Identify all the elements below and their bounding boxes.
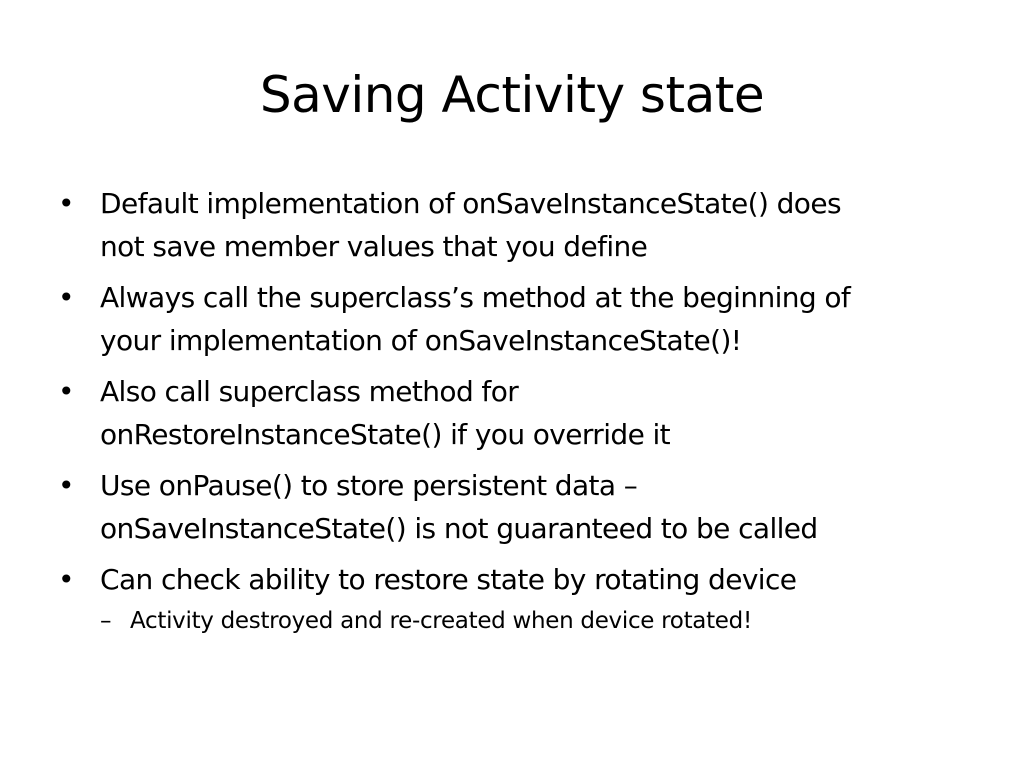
slide-content bbox=[58, 182, 988, 649]
bullet-item bbox=[58, 558, 980, 641]
bullet-icon: • bbox=[58, 187, 74, 220]
bullet-text-continued: onSaveInstanceState() is not guaranteed to be called bbox=[100, 512, 818, 545]
bullet-text-continued: not save member values that you define bbox=[100, 230, 648, 263]
sub-bullet-item bbox=[100, 601, 980, 641]
bullet-icon: • bbox=[58, 469, 74, 502]
bullet-text: Also call superclass method for bbox=[100, 375, 519, 408]
bullet-text: Always call the superclass’s method at the beginning of bbox=[100, 281, 851, 314]
bullet-text-continued: your implementation of onSaveInstanceState()! bbox=[100, 324, 742, 357]
bullet-icon: • bbox=[58, 375, 74, 408]
bullet-item bbox=[58, 276, 980, 362]
bullet-list bbox=[58, 182, 988, 641]
bullet-item bbox=[58, 182, 980, 268]
slide-title: Saving Activity state bbox=[259, 66, 765, 124]
bullet-text: Can check ability to restore state by rotating device bbox=[100, 563, 797, 596]
bullet-item bbox=[58, 370, 980, 456]
sub-bullet-text: Activity destroyed and re-created when device rotated! bbox=[130, 608, 752, 634]
bullet-text-continued: onRestoreInstanceState() if you override it bbox=[100, 418, 671, 451]
bullet-text: Use onPause() to store persistent data – bbox=[100, 469, 638, 502]
bullet-icon: • bbox=[58, 281, 74, 314]
sub-bullet-list bbox=[100, 601, 980, 641]
bullet-item bbox=[58, 464, 980, 550]
bullet-text: Default implementation of onSaveInstanceState() does bbox=[100, 187, 841, 220]
dash-icon: – bbox=[100, 608, 112, 634]
bullet-icon: • bbox=[58, 563, 74, 596]
